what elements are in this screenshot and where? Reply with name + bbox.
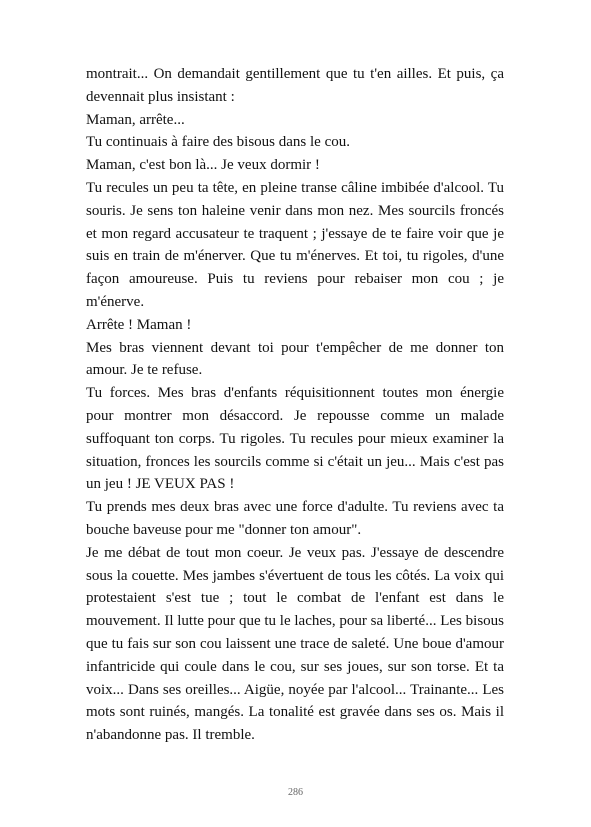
body-text: [86, 63, 504, 747]
paragraph: Tu forces. Mes bras d'enfants réquisitionnent toutes mon énergie pour montrer mon désaccord. Je repousse comme un malade suffoquant ton corps. Tu rigoles. Tu recules pour mieux examiner la situation, fronces les sourcils comme si c'était un jeu... Mais c'est pas un jeu ! JE VEUX PAS !: [86, 385, 504, 493]
paragraph: montrait... On demandait gentillement que tu t'en ailles. Et puis, ça devennait plus insistant :: [86, 66, 504, 105]
page-number: 286: [288, 787, 303, 798]
paragraph: Maman, arrête...: [86, 111, 185, 128]
paragraph: Je me débat de tout mon coeur. Je veux pas. J'essaye de descendre sous la couette. Mes jambes s'évertuent de tous les côtés. La voix qui protestaient s'est tue ; tout le combat de l'enfant est dans le mouvement. Il lutte pour que tu le laches, pour sa liberté... Les bisous que tu fais sur son cou laissent une trace de saleté. Une boue d'amour infantricide qui coule dans le cou, sur ses joues, sur son torse. Et ta voix... Dans ses oreilles... Aigüe, noyée par l'alcool... Trainante... Les mots sont ruinés, mangés. La tonalité est gravée dans ses os. Mais il n'abandonne pas. Il tremble.: [86, 544, 504, 744]
paragraph: Arrête ! Maman !: [86, 316, 192, 333]
paragraph: Tu continuais à faire des bisous dans le cou.: [86, 134, 350, 151]
paragraph: Tu prends mes deux bras avec une force d'adulte. Tu reviens avec ta bouche baveuse pour me "donner ton amour".: [86, 499, 504, 538]
paragraph: Maman, c'est bon là... Je veux dormir !: [86, 157, 320, 174]
paragraph: Tu recules un peu ta tête, en pleine transe câline imbibée d'alcool. Tu souris. Je sens ton haleine venir dans mon nez. Mes sourcils froncés et mon regard accusateur te traquent ; j'essaye de te faire voir que je suis en train de m'énerver. Que tu m'énerves. Et toi, tu rigoles, d'une façon amoureuse. Puis tu reviens pour rebaiser mon cou ; je m'énerve.: [86, 179, 504, 310]
paragraph: Mes bras viennent devant toi pour t'empêcher de me donner ton amour. Je te refuse.: [86, 339, 504, 379]
